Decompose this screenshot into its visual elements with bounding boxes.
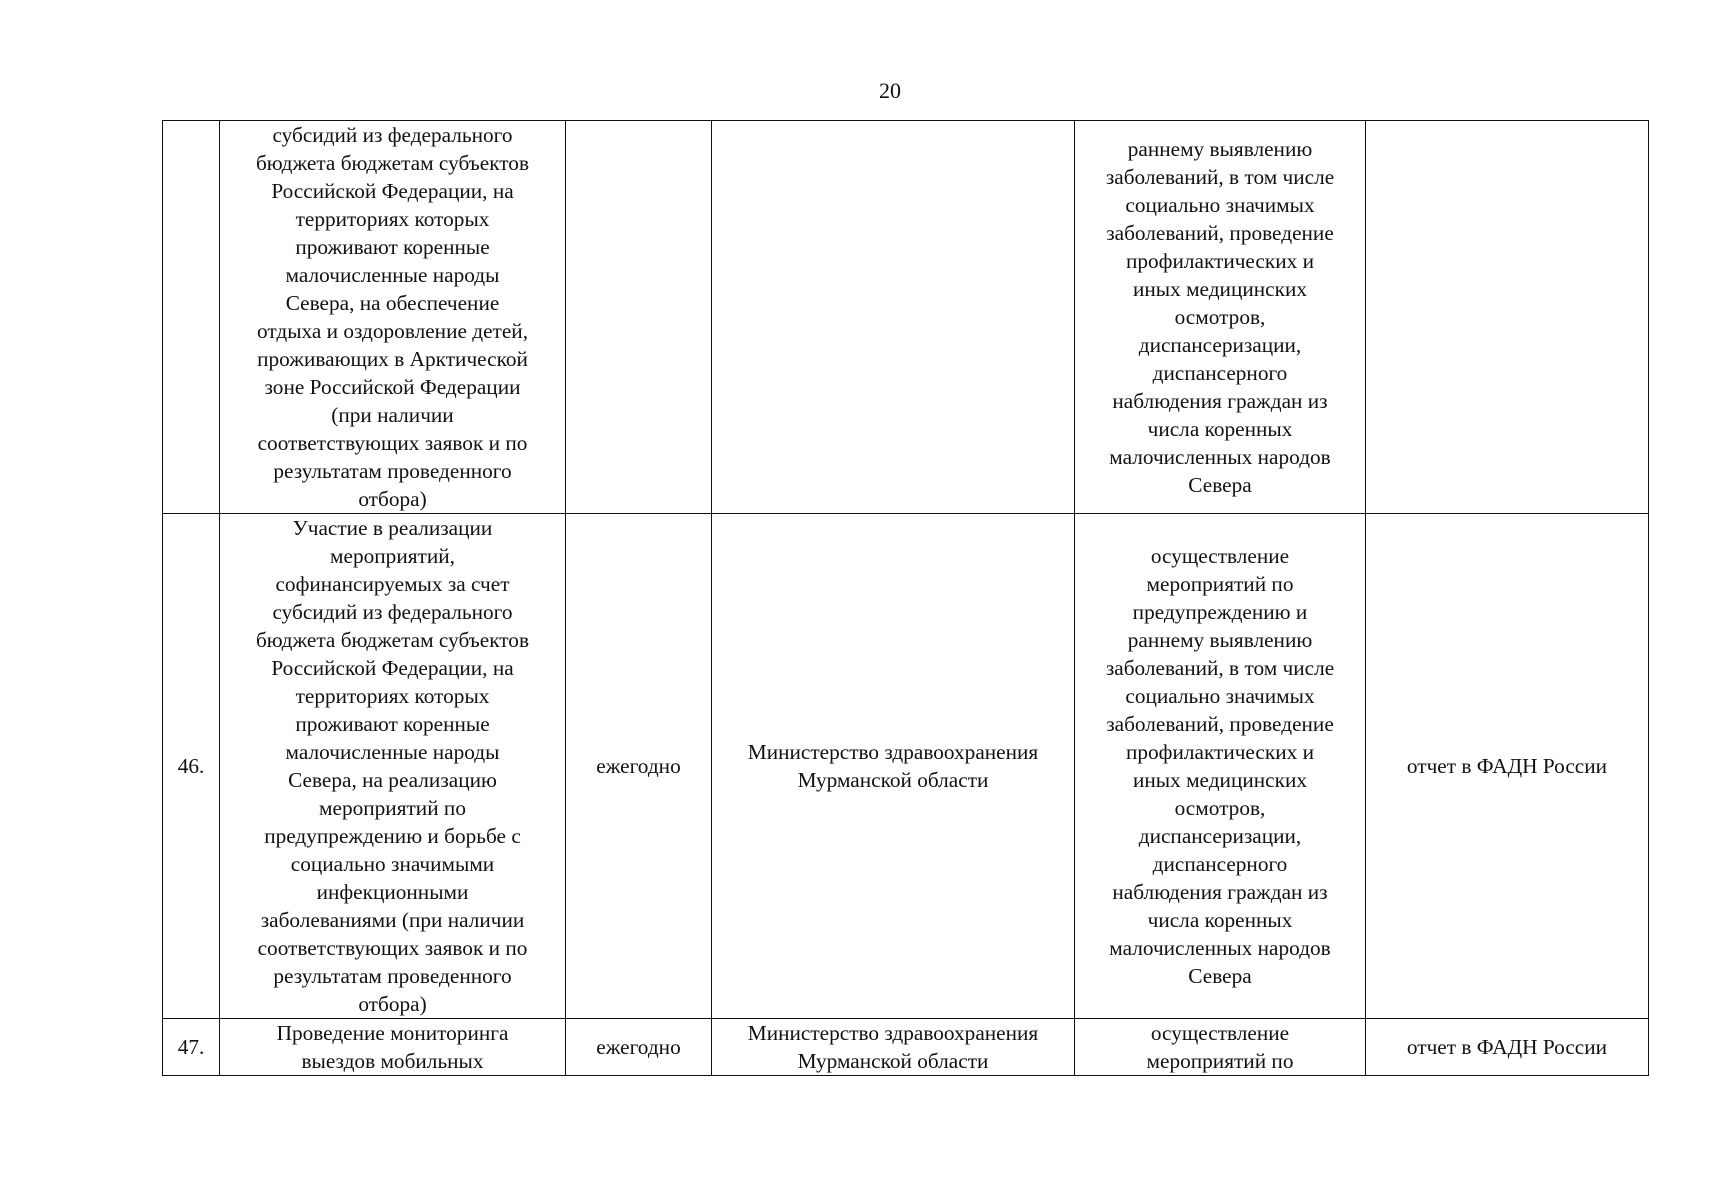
report-cell: отчет в ФАДН России <box>1366 514 1649 1019</box>
row-number-cell: 46. <box>163 514 220 1019</box>
row-number-cell <box>163 121 220 514</box>
result-cell: осуществление мероприятий по предупреждению и раннему выявлению заболеваний, в том числе социально значимых заболеваний, проведение профилактических и иных медицинских осмотров, диспансеризации, диспансерного наблюдения граждан из числа коренных малочисленных народов Севера <box>1075 514 1366 1019</box>
period-cell <box>566 121 712 514</box>
period-cell: ежегодно <box>566 1019 712 1076</box>
result-cell <box>1075 1019 1366 1076</box>
executor-cell: Министерство здравоохранения Мурманской области <box>712 514 1075 1019</box>
page-number: 20 <box>879 78 901 103</box>
row-number-cell: 47. <box>163 1019 220 1076</box>
executor-cell <box>712 121 1075 514</box>
report-cell: отчет в ФАДН России <box>1366 1019 1649 1076</box>
measure-cell: субсидий из федерального бюджета бюджетам субъектов Российской Федерации, на территориях которых проживают коренные малочисленные народы Севера, на обеспечение отдыха и оздоровление детей, проживающих в Арктической зоне Российской Федерации (при наличии соответствующих заявок и по результатам проведенного отбора) <box>220 121 566 514</box>
result-text: осуществление мероприятий по <box>1146 1021 1294 1073</box>
period-cell: ежегодно <box>566 514 712 1019</box>
executor-text: Министерство здравоохранения Мурманской области <box>747 1021 1039 1073</box>
table-row <box>163 121 1649 514</box>
measures-table <box>162 120 1649 1076</box>
executor-cell <box>712 1019 1075 1076</box>
measure-cell <box>220 1019 566 1076</box>
measure-cell: Участие в реализации мероприятий, софинансируемых за счет субсидий из федерального бюджета бюджетам субъектов Российской Федерации, на территориях которых проживают коренные малочисленные народы Севера, на реализацию мероприятий по предупреждению и борьбе с социально значимыми инфекционными заболеваниями (при наличии соответствующих заявок и по результатам проведенного отбора) <box>220 514 566 1019</box>
table-row <box>163 514 1649 1019</box>
measure-text: Проведение мониторинга выездов мобильных <box>276 1021 509 1073</box>
table-row <box>163 1019 1649 1076</box>
result-cell: раннему выявлению заболеваний, в том числе социально значимых заболеваний, проведение профилактических и иных медицинских осмотров, диспансеризации, диспансерного наблюдения граждан из числа коренных малочисленных народов Севера <box>1075 121 1366 514</box>
report-cell <box>1366 121 1649 514</box>
